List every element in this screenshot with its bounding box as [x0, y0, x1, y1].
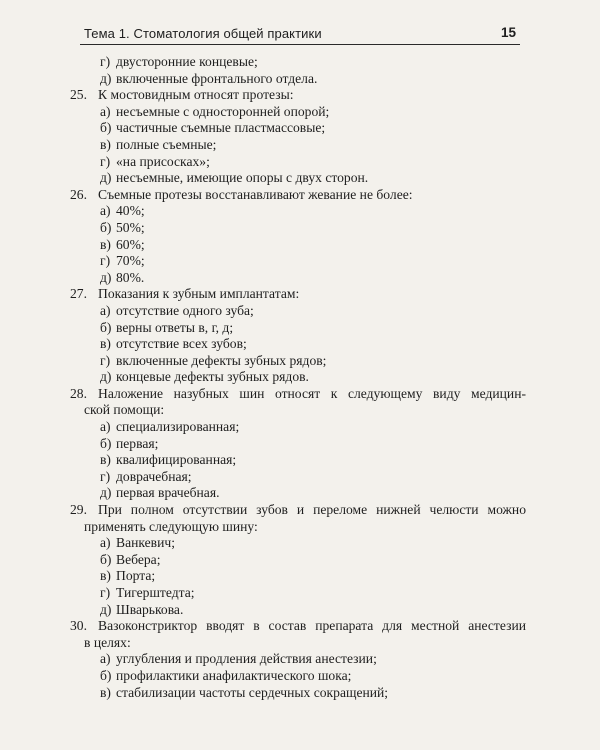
- answer-option: [84, 104, 526, 121]
- answer-option: [84, 452, 526, 469]
- answer-option: [84, 120, 526, 137]
- option-text: 50%;: [116, 219, 145, 235]
- option-text: концевые дефекты зубных рядов.: [116, 369, 309, 385]
- option-text: частичные съемные пластмассовые;: [116, 120, 326, 136]
- option-text: доврачебная;: [116, 468, 192, 484]
- answer-option: [84, 54, 526, 71]
- header-title: Тема 1. Стоматология общей практики: [84, 26, 322, 41]
- option-letter: в): [100, 236, 111, 252]
- option-letter: в): [100, 684, 111, 700]
- answer-option: [84, 585, 526, 602]
- question-text-continuation: [84, 519, 526, 536]
- answer-option: [84, 602, 526, 619]
- option-letter: б): [100, 667, 112, 683]
- question-number: 29.: [70, 502, 87, 518]
- option-text: углубления и продления действия анестезии;: [116, 651, 377, 667]
- option-letter: б): [100, 219, 112, 235]
- answer-option: [84, 436, 526, 453]
- option-letter: а): [100, 302, 111, 318]
- option-text: Шварькова.: [116, 601, 184, 617]
- option-letter: д): [100, 485, 112, 501]
- answer-option: [84, 685, 526, 702]
- option-letter: б): [100, 319, 112, 335]
- question-text: К мостовидным относят протезы:: [98, 87, 294, 103]
- answer-option: [84, 270, 526, 287]
- option-text: Вебера;: [116, 551, 161, 567]
- option-text: верны ответы в, г, д;: [116, 319, 234, 335]
- option-text: Порта;: [116, 568, 156, 584]
- question-text: При полном отсутствии зубов и переломе нижней челюсти можно: [98, 502, 526, 518]
- question-text-continuation: [84, 635, 526, 652]
- answer-option: [84, 203, 526, 220]
- answer-option: [84, 253, 526, 270]
- option-letter: в): [100, 336, 111, 352]
- page-number: 15: [500, 25, 516, 40]
- option-text: полные съемные;: [116, 136, 217, 152]
- answer-option: [84, 71, 526, 88]
- answer-option: [84, 668, 526, 685]
- answer-option: [84, 568, 526, 585]
- question-29: [70, 502, 526, 519]
- question-text: Съемные протезы восстанавливают жевание не более:: [98, 186, 413, 202]
- option-letter: б): [100, 551, 112, 567]
- answer-option: [84, 369, 526, 386]
- answer-option: [84, 220, 526, 237]
- option-text: отсутствие всех зубов;: [116, 336, 247, 352]
- option-letter: г): [100, 468, 111, 484]
- question-text-continuation: [84, 402, 526, 419]
- option-letter: д): [100, 369, 112, 385]
- question-number: 25.: [70, 87, 87, 103]
- option-letter: г): [100, 153, 111, 169]
- question-26: [70, 186, 526, 204]
- answer-option: [84, 353, 526, 370]
- option-letter: а): [100, 103, 111, 119]
- option-letter: б): [100, 435, 112, 451]
- option-letter: г): [100, 54, 111, 69]
- option-letter: в): [100, 136, 111, 152]
- option-letter: д): [100, 601, 112, 617]
- option-text: «на присосках»;: [116, 153, 210, 169]
- answer-option: [84, 651, 526, 668]
- option-letter: в): [100, 568, 111, 584]
- question-text: ской помощи:: [84, 402, 165, 418]
- option-letter: д): [100, 170, 112, 186]
- question-28: [70, 385, 526, 403]
- question-number: 27.: [70, 286, 87, 302]
- option-text: включенные фронтального отдела.: [116, 70, 318, 86]
- answer-option: [84, 419, 526, 436]
- answer-option: [84, 320, 526, 337]
- answer-option: [84, 237, 526, 254]
- answer-option: [84, 485, 526, 502]
- question-25: [70, 87, 526, 104]
- option-letter: б): [100, 120, 112, 136]
- page-header: [80, 22, 520, 45]
- page-content: [70, 54, 526, 701]
- question-number: 28.: [70, 385, 87, 401]
- answer-option: [84, 535, 526, 552]
- option-letter: а): [100, 419, 111, 435]
- option-letter: а): [100, 203, 111, 219]
- option-letter: а): [100, 535, 111, 551]
- answer-option: [84, 170, 526, 187]
- option-letter: г): [100, 253, 111, 269]
- question-number: 30.: [70, 618, 87, 634]
- option-letter: г): [100, 352, 111, 368]
- answer-option: [84, 303, 526, 320]
- answer-option: [84, 552, 526, 569]
- option-text: стабилизации частоты сердечных сокращений;: [116, 684, 389, 700]
- option-text: двусторонние концевые;: [116, 54, 258, 69]
- option-letter: а): [100, 651, 111, 667]
- option-text: 80%.: [116, 269, 145, 285]
- question-27: [70, 286, 526, 303]
- question-text: Показания к зубным имплантатам:: [98, 286, 300, 302]
- answer-option: [84, 469, 526, 486]
- option-text: 40%;: [116, 203, 145, 219]
- answer-option: [84, 336, 526, 353]
- option-text: первая врачебная.: [116, 485, 220, 501]
- option-text: Ванкевич;: [116, 535, 175, 551]
- question-number: 26.: [70, 186, 87, 202]
- option-text: включенные дефекты зубных рядов;: [116, 352, 327, 368]
- option-text: Тигерштедта;: [116, 585, 195, 600]
- option-letter: д): [100, 70, 112, 86]
- option-text: квалифицированная;: [116, 452, 237, 468]
- question-30: [70, 618, 526, 635]
- option-text: несъемные, имеющие опоры с двух сторон.: [116, 170, 369, 186]
- option-letter: г): [100, 585, 111, 600]
- option-text: отсутствие одного зуба;: [116, 302, 254, 318]
- option-letter: в): [100, 452, 111, 468]
- question-text: применять следующую шину:: [84, 518, 258, 534]
- option-text: 70%;: [116, 253, 145, 269]
- option-text: несъемные с односторонней опорой;: [116, 103, 330, 119]
- option-letter: д): [100, 269, 112, 285]
- answer-option: [84, 154, 526, 171]
- option-text: профилактики анафилактического шока;: [116, 667, 352, 683]
- option-text: специализированная;: [116, 419, 240, 435]
- answer-option: [84, 137, 526, 154]
- option-text: 60%;: [116, 236, 145, 252]
- option-text: первая;: [116, 435, 159, 451]
- question-text: Наложение назубных шин относят к следующему виду медицин-: [98, 385, 526, 401]
- question-text: Вазоконстриктор вводят в состав препарата для местной анестезии: [98, 618, 526, 634]
- question-text: в целях:: [84, 634, 131, 650]
